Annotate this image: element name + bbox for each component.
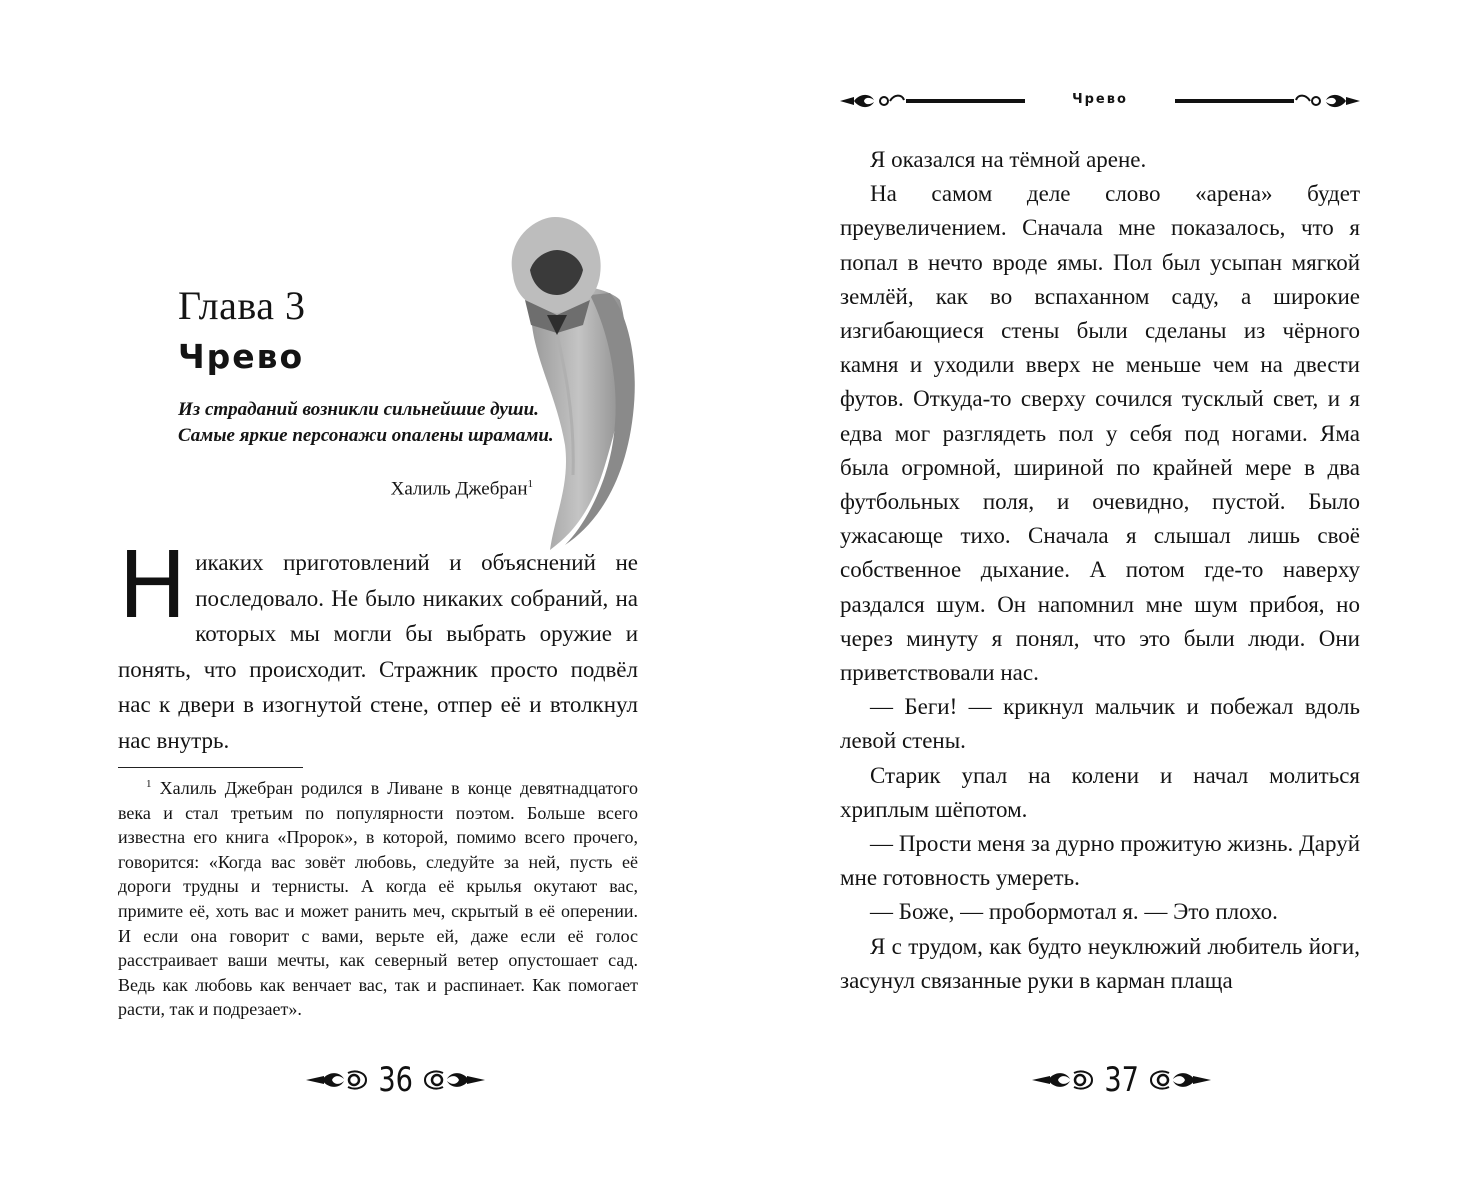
- paragraph: На самом деле слово «арена» будет преувеличением. Сначала мне показалось, что я попал в нечто вроде ямы. Пол был усыпан мягкой землёй, как во вспаханном саду, а широкие изгибающиеся стены были сделаны из чёрного камня и уходили вверх не меньше чем на двести футов. Откуда-то сверху сочился тусклый свет, и я едва мог разглядеть пол у себя под ногами. Яма была огромной, шириной по крайней мере в два футбольных поля, и очевидно, пустой. Было ужасающе тихо. Сначала я слышал лишь своё собственное дыхание. А потом где-то наверху раздался шум. Он напомнил мне шум прибоя, но через минуту я понял, что это были люди. Они приветствовали нас.: [840, 181, 1360, 686]
- running-head: [840, 88, 1360, 114]
- hooded-figure-illustration: [495, 215, 655, 555]
- epigraph-author-name: Халиль Джебран: [390, 478, 528, 500]
- footnote: [118, 772, 638, 1022]
- drop-cap: Н: [118, 532, 188, 639]
- opening-paragraph-text: икаких приготовлений и объяснений не последовало. Не было никаких собраний, на которых мы могли бы выбрать оружие и понять, что происходит. Стражник просто подвёл нас к двери в изогнутой стене, отпер её и втолкнул нас внутрь.: [118, 550, 638, 753]
- ornament-right-icon: [1149, 1067, 1213, 1093]
- page-number: 36: [378, 1060, 413, 1100]
- chapter-number: Глава 3: [178, 283, 306, 328]
- footnote-separator: [118, 767, 303, 768]
- chapter-title: Чрево: [178, 337, 305, 376]
- footnote-reference[interactable]: 1: [527, 478, 533, 490]
- page-number-right: [1030, 1058, 1213, 1102]
- paragraph: Я с трудом, как будто неуклюжий любитель йоги, засунул связанные руки в карман плаща: [840, 933, 1360, 993]
- footnote-marker: 1: [146, 778, 152, 790]
- paragraph: — Боже, — пробормотал я. — Это плохо.: [870, 899, 1278, 925]
- page-number-left: [304, 1058, 487, 1102]
- running-head-ornament-right-icon: [1175, 91, 1360, 111]
- running-head-title: Чрево: [1072, 92, 1128, 107]
- ornament-left-icon: [1030, 1067, 1094, 1093]
- ornament-left-icon: [304, 1067, 368, 1093]
- epigraph-author: [178, 478, 533, 500]
- paragraph: Старик упал на колени и начал молиться хриплым шёпотом.: [840, 762, 1360, 822]
- right-page-body: [840, 143, 1360, 998]
- paragraph: — Прости меня за дурно прожитую жизнь. Даруй мне готовность умереть.: [840, 831, 1360, 891]
- ornament-right-icon: [423, 1067, 487, 1093]
- opening-paragraph: [118, 532, 638, 758]
- paragraph: Я оказался на тёмной арене.: [870, 147, 1147, 172]
- footnote-text: Халиль Джебран родился в Ливане в конце девятнадцатого века и стал третьим по популярности поэтом. Больше всего известна его книга «Пророк», в которой, помимо всего прочего, говорится: «Когда вас зовёт любовь, следуйте за ней, пусть её дороги трудны и тернисты. А когда её крылья окутают вас, примите её, хоть вас и может ранить меч, скрытый в её оперении. И если она говорит с вами, верьте ей, даже если её голос расстраивает ваши мечты, как северный ветер опустошает сад. Ведь как любовь как венчает вас, так и распинает. Как помогает расти, так и подрезает».: [118, 778, 639, 1020]
- epigraph-quote: Из страданий возникли сильнейшие души. Самые яркие персонажи опалены шрамами.: [178, 399, 554, 446]
- left-page: [0, 0, 738, 1182]
- page-number: 37: [1104, 1060, 1139, 1100]
- paragraph: — Беги! — крикнул мальчик и побежал вдоль левой стены.: [840, 694, 1360, 754]
